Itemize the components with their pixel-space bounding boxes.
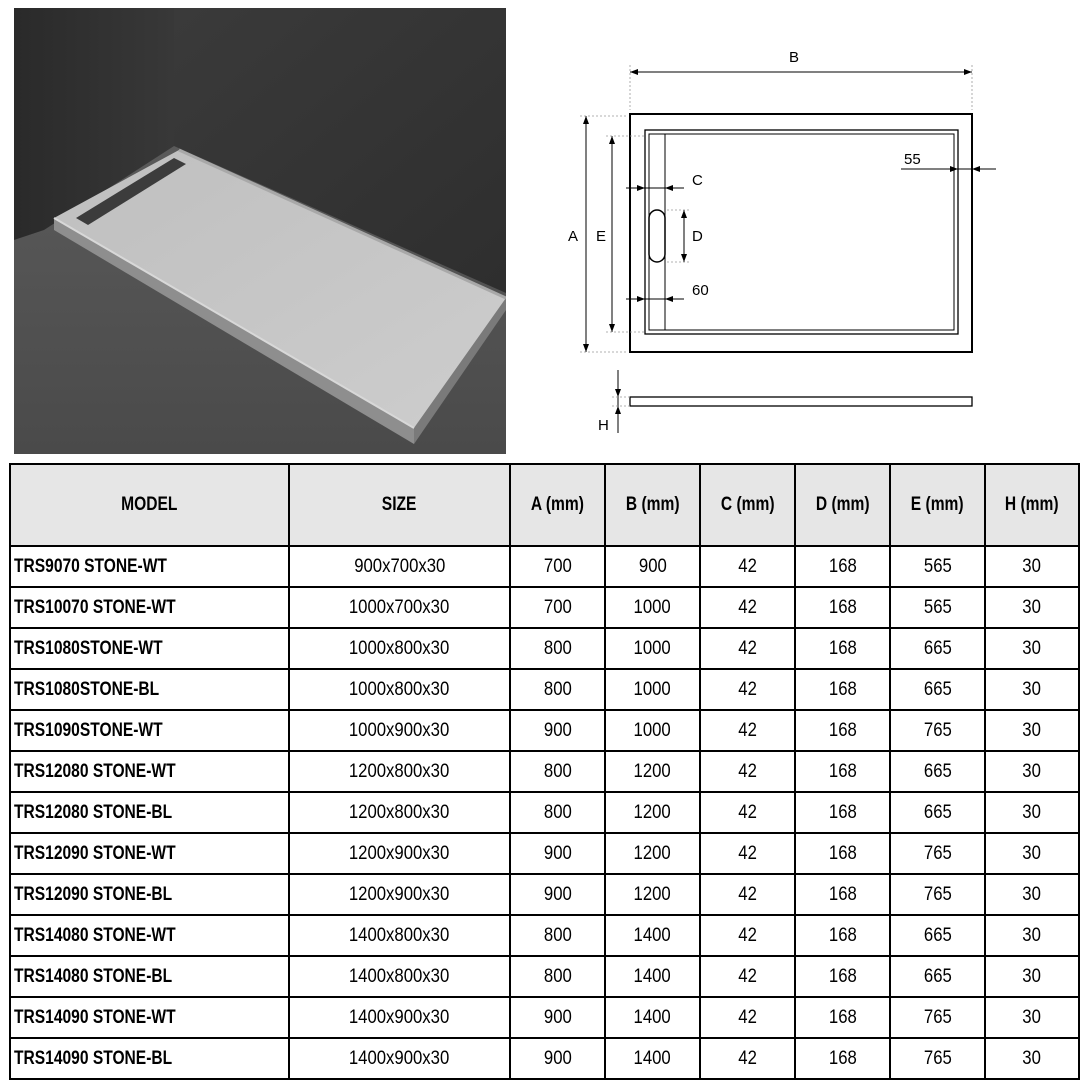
cell-value: 765 xyxy=(923,1006,952,1028)
size-cell xyxy=(289,915,510,956)
c-cell xyxy=(700,628,795,669)
cell-value: TRS1080STONE-BL xyxy=(14,678,160,700)
cell-value: 1000x800x30 xyxy=(349,637,450,659)
cell-value: 168 xyxy=(828,1006,857,1028)
c-cell xyxy=(700,956,795,997)
size-cell xyxy=(289,751,510,792)
h-cell xyxy=(985,792,1079,833)
cell-value: 168 xyxy=(828,719,857,741)
table-row xyxy=(10,669,1079,710)
e-cell xyxy=(890,833,985,874)
a-cell xyxy=(510,792,605,833)
h-cell xyxy=(985,546,1079,587)
model-cell xyxy=(10,874,289,915)
cell-value: 800 xyxy=(543,965,572,987)
a-cell xyxy=(510,710,605,751)
cell-value: 1000x700x30 xyxy=(349,596,450,618)
cell-value: 1000 xyxy=(633,719,672,741)
cell-value: TRS12090 STONE-BL xyxy=(14,883,173,905)
model-cell xyxy=(10,587,289,628)
e-cell xyxy=(890,751,985,792)
h-cell xyxy=(985,751,1079,792)
cell-value: 1400 xyxy=(633,1006,672,1028)
b-cell xyxy=(605,874,700,915)
cell-value: 168 xyxy=(828,965,857,987)
column-header-label: B (mm) xyxy=(625,494,680,515)
cell-value: 1000 xyxy=(633,678,672,700)
d-cell xyxy=(795,710,890,751)
size-cell xyxy=(289,546,510,587)
b-cell xyxy=(605,833,700,874)
cell-value: 42 xyxy=(738,637,757,659)
h-cell xyxy=(985,710,1079,751)
header-d xyxy=(795,464,890,546)
cell-value: 168 xyxy=(828,924,857,946)
cell-value: 1200 xyxy=(633,883,672,905)
a-cell xyxy=(510,587,605,628)
header-h xyxy=(985,464,1079,546)
c-cell xyxy=(700,915,795,956)
c-cell xyxy=(700,587,795,628)
b-cell xyxy=(605,587,700,628)
size-cell xyxy=(289,997,510,1038)
d-cell xyxy=(795,915,890,956)
cell-value: 1200 xyxy=(633,760,672,782)
header-a xyxy=(510,464,605,546)
cell-value: 700 xyxy=(543,596,572,618)
table-row xyxy=(10,1038,1079,1079)
b-cell xyxy=(605,915,700,956)
size-cell xyxy=(289,833,510,874)
column-header-label: MODEL xyxy=(121,494,178,515)
cell-value: 1000 xyxy=(633,596,672,618)
label-a: A xyxy=(568,228,579,245)
cell-value: TRS12090 STONE-WT xyxy=(14,842,176,864)
tray-outline xyxy=(630,114,972,352)
model-cell xyxy=(10,915,289,956)
dim-55: 55 xyxy=(904,151,921,168)
size-cell xyxy=(289,710,510,751)
cell-value: 1200x800x30 xyxy=(349,760,450,782)
cell-value: 765 xyxy=(923,719,952,741)
tray-profile xyxy=(630,397,972,406)
cell-value: 42 xyxy=(738,1047,757,1069)
cell-value: 42 xyxy=(738,760,757,782)
cell-value: TRS1080STONE-WT xyxy=(14,637,163,659)
table-row xyxy=(10,915,1079,956)
cell-value: 765 xyxy=(923,842,952,864)
h-cell xyxy=(985,956,1079,997)
cell-value: 1400 xyxy=(633,965,672,987)
header-size xyxy=(289,464,510,546)
cell-value: 42 xyxy=(738,719,757,741)
cell-value: 30 xyxy=(1022,596,1042,618)
model-cell xyxy=(10,546,289,587)
table-header-row xyxy=(10,464,1079,546)
cell-value: 42 xyxy=(738,965,757,987)
label-e: E xyxy=(596,228,607,245)
cell-value: 30 xyxy=(1022,842,1042,864)
size-cell xyxy=(289,874,510,915)
b-cell xyxy=(605,546,700,587)
cell-value: 900 xyxy=(543,1047,572,1069)
h-cell xyxy=(985,997,1079,1038)
cell-value: 30 xyxy=(1022,883,1042,905)
cell-value: 1400 xyxy=(633,1047,672,1069)
table-row xyxy=(10,874,1079,915)
table-row xyxy=(10,997,1079,1038)
cell-value: 30 xyxy=(1022,1006,1042,1028)
cell-value: 1400 xyxy=(633,924,672,946)
cell-value: 1000 xyxy=(633,637,672,659)
a-cell xyxy=(510,546,605,587)
b-cell xyxy=(605,792,700,833)
e-cell xyxy=(890,628,985,669)
cell-value: 800 xyxy=(543,637,572,659)
cell-value: 1000x900x30 xyxy=(349,719,450,741)
cell-value: 1400x900x30 xyxy=(349,1047,450,1069)
e-cell xyxy=(890,956,985,997)
cell-value: 900 xyxy=(543,842,572,864)
cell-value: 1400x900x30 xyxy=(349,1006,450,1028)
column-header-label: E (mm) xyxy=(911,494,964,515)
e-cell xyxy=(890,997,985,1038)
a-cell xyxy=(510,915,605,956)
cell-value: 800 xyxy=(543,924,572,946)
d-cell xyxy=(795,669,890,710)
b-cell xyxy=(605,1038,700,1079)
model-cell xyxy=(10,1038,289,1079)
cell-value: 30 xyxy=(1022,760,1042,782)
b-cell xyxy=(605,669,700,710)
c-cell xyxy=(700,751,795,792)
cell-value: 765 xyxy=(923,883,952,905)
column-header-label: SIZE xyxy=(382,494,417,515)
cell-value: 1000x800x30 xyxy=(349,678,450,700)
e-cell xyxy=(890,546,985,587)
cell-value: 1400x800x30 xyxy=(349,965,450,987)
cell-value: 42 xyxy=(738,924,757,946)
cell-value: 900 xyxy=(638,555,667,577)
column-header-label: H (mm) xyxy=(1005,494,1059,515)
cell-value: 30 xyxy=(1022,637,1042,659)
cell-value: 30 xyxy=(1022,965,1042,987)
cell-value: 800 xyxy=(543,678,572,700)
label-h: H xyxy=(598,417,609,434)
header-model xyxy=(10,464,289,546)
h-cell xyxy=(985,874,1079,915)
size-cell xyxy=(289,1038,510,1079)
size-cell xyxy=(289,792,510,833)
c-cell xyxy=(700,997,795,1038)
d-cell xyxy=(795,628,890,669)
h-cell xyxy=(985,833,1079,874)
cell-value: 168 xyxy=(828,637,857,659)
c-cell xyxy=(700,1038,795,1079)
cell-value: 30 xyxy=(1022,719,1042,741)
b-cell xyxy=(605,751,700,792)
cell-value: TRS9070 STONE-WT xyxy=(14,555,167,577)
cell-value: 42 xyxy=(738,596,757,618)
d-cell xyxy=(795,546,890,587)
cell-value: 565 xyxy=(923,555,952,577)
e-cell xyxy=(890,587,985,628)
a-cell xyxy=(510,956,605,997)
cell-value: 1200 xyxy=(633,801,672,823)
a-cell xyxy=(510,833,605,874)
b-cell xyxy=(605,628,700,669)
size-cell xyxy=(289,669,510,710)
cell-value: 30 xyxy=(1022,924,1042,946)
cell-value: 168 xyxy=(828,596,857,618)
cell-value: TRS10070 STONE-WT xyxy=(14,596,176,618)
table-row xyxy=(10,792,1079,833)
cell-value: 900 xyxy=(543,719,572,741)
d-cell xyxy=(795,751,890,792)
header-c xyxy=(700,464,795,546)
dimension-diagram xyxy=(556,40,1026,440)
c-cell xyxy=(700,874,795,915)
e-cell xyxy=(890,710,985,751)
cell-value: TRS1090STONE-WT xyxy=(14,719,163,741)
cell-value: 1200x800x30 xyxy=(349,801,450,823)
b-cell xyxy=(605,997,700,1038)
label-c: C xyxy=(692,172,703,189)
model-cell xyxy=(10,710,289,751)
size-cell xyxy=(289,956,510,997)
model-cell xyxy=(10,792,289,833)
column-header-label: C (mm) xyxy=(720,494,775,515)
model-cell xyxy=(10,997,289,1038)
size-cell xyxy=(289,587,510,628)
column-header-label: D (mm) xyxy=(815,494,870,515)
a-cell xyxy=(510,874,605,915)
e-cell xyxy=(890,792,985,833)
table-row xyxy=(10,751,1079,792)
model-cell xyxy=(10,956,289,997)
a-cell xyxy=(510,1038,605,1079)
a-cell xyxy=(510,751,605,792)
d-cell xyxy=(795,792,890,833)
cell-value: TRS14090 STONE-BL xyxy=(14,1047,173,1069)
cell-value: 800 xyxy=(543,760,572,782)
h-cell xyxy=(985,628,1079,669)
cell-value: 900x700x30 xyxy=(353,555,446,577)
cell-value: 42 xyxy=(738,555,757,577)
cell-value: 42 xyxy=(738,1006,757,1028)
cell-value: 665 xyxy=(923,637,952,659)
cell-value: TRS14080 STONE-BL xyxy=(14,965,173,987)
header-e xyxy=(890,464,985,546)
a-cell xyxy=(510,669,605,710)
model-cell xyxy=(10,751,289,792)
d-cell xyxy=(795,874,890,915)
cell-value: 30 xyxy=(1022,801,1042,823)
cell-value: 565 xyxy=(923,596,952,618)
d-cell xyxy=(795,997,890,1038)
h-cell xyxy=(985,669,1079,710)
shower-tray-photo xyxy=(14,8,506,454)
cell-value: 42 xyxy=(738,842,757,864)
c-cell xyxy=(700,546,795,587)
cell-value: 30 xyxy=(1022,678,1042,700)
drain-slot xyxy=(649,210,665,262)
table-row xyxy=(10,587,1079,628)
d-cell xyxy=(795,833,890,874)
e-cell xyxy=(890,669,985,710)
cell-value: 665 xyxy=(923,801,952,823)
table-row xyxy=(10,546,1079,587)
cell-value: 168 xyxy=(828,801,857,823)
h-cell xyxy=(985,587,1079,628)
cell-value: 1200x900x30 xyxy=(349,883,450,905)
cell-value: 42 xyxy=(738,883,757,905)
header-b xyxy=(605,464,700,546)
e-cell xyxy=(890,1038,985,1079)
h-cell xyxy=(985,915,1079,956)
cell-value: 1200 xyxy=(633,842,672,864)
c-cell xyxy=(700,833,795,874)
cell-value: 30 xyxy=(1022,555,1042,577)
c-cell xyxy=(700,710,795,751)
cell-value: 30 xyxy=(1022,1047,1042,1069)
b-cell xyxy=(605,956,700,997)
cell-value: 665 xyxy=(923,678,952,700)
cell-value: 168 xyxy=(828,1047,857,1069)
column-header-label: A (mm) xyxy=(530,494,585,515)
a-cell xyxy=(510,628,605,669)
d-cell xyxy=(795,587,890,628)
cell-value: TRS12080 STONE-BL xyxy=(14,801,173,823)
table-row xyxy=(10,628,1079,669)
size-cell xyxy=(289,628,510,669)
e-cell xyxy=(890,874,985,915)
a-cell xyxy=(510,997,605,1038)
dim-60: 60 xyxy=(692,282,709,299)
cell-value: 1400x800x30 xyxy=(349,924,450,946)
model-cell xyxy=(10,833,289,874)
spec-table xyxy=(9,463,1080,1080)
cell-value: 665 xyxy=(923,924,952,946)
cell-value: 700 xyxy=(543,555,572,577)
table-row xyxy=(10,833,1079,874)
cell-value: 168 xyxy=(828,883,857,905)
cell-value: 42 xyxy=(738,678,757,700)
c-cell xyxy=(700,792,795,833)
d-cell xyxy=(795,1038,890,1079)
cell-value: TRS14090 STONE-WT xyxy=(14,1006,176,1028)
b-cell xyxy=(605,710,700,751)
cell-value: 168 xyxy=(828,555,857,577)
cell-value: 765 xyxy=(923,1047,952,1069)
cell-value: 665 xyxy=(923,965,952,987)
cell-value: 800 xyxy=(543,801,572,823)
model-cell xyxy=(10,628,289,669)
h-cell xyxy=(985,1038,1079,1079)
cell-value: 168 xyxy=(828,842,857,864)
label-d: D xyxy=(692,228,703,245)
cell-value: 900 xyxy=(543,1006,572,1028)
c-cell xyxy=(700,669,795,710)
cell-value: TRS12080 STONE-WT xyxy=(14,760,176,782)
cell-value: 1200x900x30 xyxy=(349,842,450,864)
cell-value: 168 xyxy=(828,678,857,700)
model-cell xyxy=(10,669,289,710)
table-row xyxy=(10,956,1079,997)
cell-value: 900 xyxy=(543,883,572,905)
cell-value: 665 xyxy=(923,760,952,782)
d-cell xyxy=(795,956,890,997)
label-b: B xyxy=(788,49,800,66)
cell-value: 42 xyxy=(738,801,757,823)
e-cell xyxy=(890,915,985,956)
table-row xyxy=(10,710,1079,751)
cell-value: TRS14080 STONE-WT xyxy=(14,924,176,946)
cell-value: 168 xyxy=(828,760,857,782)
